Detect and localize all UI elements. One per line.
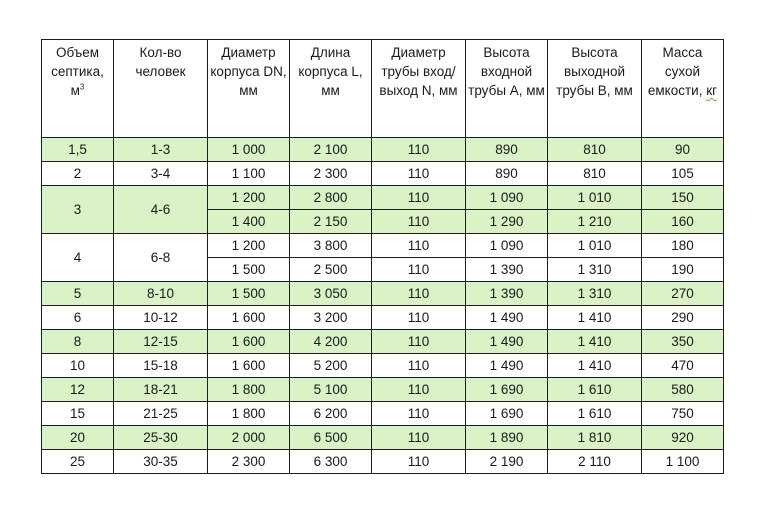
cell-volume: 25 [42,450,114,474]
header-mass: Масса сухой емкости, кг [642,40,724,138]
table-row [42,402,724,426]
cell-people: 21-25 [114,402,208,426]
table-row [42,426,724,450]
cell-diameter: 1 600 [208,306,290,330]
cell-mass: 920 [642,426,724,450]
cell-volume: 20 [42,426,114,450]
cell-length: 5 100 [290,378,372,402]
cell-pipe: 110 [372,426,466,450]
cell-inlet: 1 690 [466,402,548,426]
cell-mass: 105 [642,162,724,186]
cell-length: 6 200 [290,402,372,426]
cell-outlet: 1 610 [548,402,642,426]
cell-people: 1-3 [114,138,208,162]
cell-mass: 350 [642,330,724,354]
cell-people: 25-30 [114,426,208,450]
cell-length: 2 100 [290,138,372,162]
cell-pipe: 110 [372,234,466,258]
cell-outlet: 1 410 [548,306,642,330]
cell-length: 6 500 [290,426,372,450]
cell-diameter: 1 600 [208,330,290,354]
cell-diameter: 2 300 [208,450,290,474]
cell-outlet: 1 010 [548,234,642,258]
cell-pipe: 110 [372,282,466,306]
cell-diameter: 1 800 [208,378,290,402]
cell-length: 3 200 [290,306,372,330]
cell-volume: 12 [42,378,114,402]
cell-pipe: 110 [372,354,466,378]
cell-people: 8-10 [114,282,208,306]
cell-diameter: 1 200 [208,186,290,210]
cell-volume: 5 [42,282,114,306]
table-row [42,450,724,474]
cell-outlet: 2 110 [548,450,642,474]
cell-pipe: 110 [372,306,466,330]
cell-mass: 190 [642,258,724,282]
septic-spec-table [41,39,724,474]
cell-inlet: 1 890 [466,426,548,450]
cell-pipe: 110 [372,258,466,282]
cell-people: 10-12 [114,306,208,330]
cell-length: 2 800 [290,186,372,210]
cell-pipe: 110 [372,138,466,162]
cell-inlet: 1 390 [466,258,548,282]
cell-people: 15-18 [114,354,208,378]
table-row [42,378,724,402]
cell-length: 2 150 [290,210,372,234]
cell-diameter: 1 400 [208,210,290,234]
cell-inlet: 890 [466,162,548,186]
cell-mass: 290 [642,306,724,330]
cell-pipe: 110 [372,186,466,210]
table-row [42,138,724,162]
header-outlet-height: Высота выходной трубы В, мм [548,40,642,138]
cell-inlet: 1 690 [466,378,548,402]
cell-length: 4 200 [290,330,372,354]
cell-mass: 90 [642,138,724,162]
cell-pipe: 110 [372,330,466,354]
cell-volume: 6 [42,306,114,330]
cell-outlet: 810 [548,162,642,186]
cell-inlet: 2 190 [466,450,548,474]
cell-diameter: 1 100 [208,162,290,186]
cell-mass: 1 100 [642,450,724,474]
cell-inlet: 1 390 [466,282,548,306]
cell-people: 4-6 [114,186,208,234]
cell-pipe: 110 [372,450,466,474]
cell-people: 6-8 [114,234,208,282]
header-people: Кол-во человек [114,40,208,138]
cell-mass: 750 [642,402,724,426]
cell-volume: 1,5 [42,138,114,162]
cell-length: 5 200 [290,354,372,378]
table-row [42,330,724,354]
cell-mass: 580 [642,378,724,402]
header-volume: Объем септика, $м^3$ [42,40,114,138]
cell-people: 30-35 [114,450,208,474]
cell-inlet: 890 [466,138,548,162]
cell-outlet: 810 [548,138,642,162]
cell-outlet: 1 410 [548,330,642,354]
cell-diameter: 1 500 [208,258,290,282]
header-length: Длина корпуса L, мм [290,40,372,138]
cell-mass: 270 [642,282,724,306]
cell-length: 3 050 [290,282,372,306]
cell-mass: 150 [642,186,724,210]
cell-diameter: 1 200 [208,234,290,258]
cell-inlet: 1 290 [466,210,548,234]
table-row [42,282,724,306]
cell-length: 6 300 [290,450,372,474]
cell-pipe: 110 [372,210,466,234]
table-row [42,162,724,186]
table-row [42,354,724,378]
cell-diameter: 1 600 [208,354,290,378]
cell-inlet: 1 490 [466,354,548,378]
cell-outlet: 1 410 [548,354,642,378]
header-pipe-diameter: Диаметр трубы вход/ выход N, мм [372,40,466,138]
cell-volume: 4 [42,234,114,282]
cell-mass: 470 [642,354,724,378]
cell-inlet: 1 090 [466,234,548,258]
cell-diameter: 1 000 [208,138,290,162]
cell-inlet: 1 490 [466,306,548,330]
cell-volume: 8 [42,330,114,354]
header-diameter: Диаметр корпуса DN, мм [208,40,290,138]
cell-volume: 3 [42,186,114,234]
cell-inlet: 1 490 [466,330,548,354]
cell-pipe: 110 [372,162,466,186]
table-row [42,306,724,330]
cell-length: 2 500 [290,258,372,282]
cell-outlet: 1 810 [548,426,642,450]
cell-diameter: 2 000 [208,426,290,450]
cell-volume: 15 [42,402,114,426]
cell-volume: 10 [42,354,114,378]
cell-outlet: 1 010 [548,186,642,210]
cell-pipe: 110 [372,378,466,402]
header-row [42,40,724,138]
cell-outlet: 1 310 [548,282,642,306]
cell-volume: 2 [42,162,114,186]
cell-diameter: 1 500 [208,282,290,306]
cell-people: 18-21 [114,378,208,402]
table-row [42,186,724,210]
table-row [42,234,724,258]
header-inlet-height: Высота входной трубы А, мм [466,40,548,138]
cell-outlet: 1 310 [548,258,642,282]
cell-mass: 180 [642,234,724,258]
cell-pipe: 110 [372,402,466,426]
cell-length: 2 300 [290,162,372,186]
cell-people: 12-15 [114,330,208,354]
cell-inlet: 1 090 [466,186,548,210]
cell-diameter: 1 800 [208,402,290,426]
cell-people: 3-4 [114,162,208,186]
cell-outlet: 1 210 [548,210,642,234]
cell-outlet: 1 610 [548,378,642,402]
cell-length: 3 800 [290,234,372,258]
cell-mass: 160 [642,210,724,234]
